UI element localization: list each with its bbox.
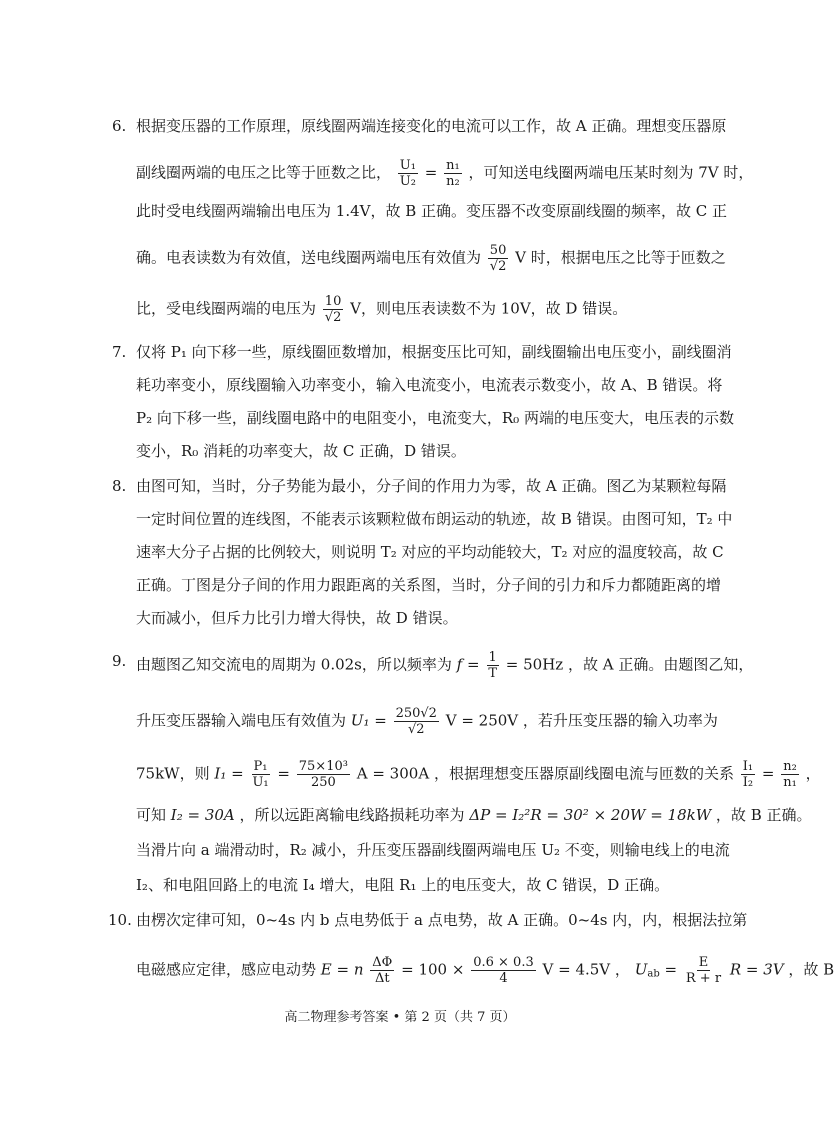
- turns-inverse-fraction: $\frac{\text{n₂}}{\text{n₁}}$: [783, 759, 797, 790]
- q9-line-2: 升压变压器输入端电压有效值为 U₁ = $\frac{250√2}{√2}$ V = 250V ，若升压变压器的输入功率为: [136, 706, 718, 737]
- q8-line-2: 一定时间位置的连线图，不能表示该颗粒做布朗运动的轨迹，故 B 错误。由图可知，T₂ 中: [136, 510, 733, 528]
- q6-number: 6.: [112, 117, 127, 135]
- i1-fraction-values: $\frac{\text{75×10³}}{250}$: [298, 759, 348, 790]
- q8-line-1: 由图可知，当时，分子势能为最小，分子间的作用力为零，故 A 正确。图乙为某颗粒每隔: [136, 477, 727, 495]
- i1-fraction-power: $\frac{\text{P₁}}{\text{U₁}}$: [252, 759, 269, 790]
- q7-line-2: 耗功率变小，原线圈输入功率变小，输入电流变小，电流表示数变小，故 A、B 错误。将: [136, 376, 723, 394]
- voltage-10-fraction: $\frac{10}{√2}$: [324, 294, 342, 325]
- u1-fraction: $\frac{250√2}{√2}$: [395, 706, 437, 737]
- uab-fraction: $\frac{E}{R + r}$: [685, 955, 722, 986]
- page-footer: 高二物理参考答案 • 第 2 页（共 7 页）: [284, 1010, 516, 1025]
- q10-line-1: 由楞次定律可知，0~4s 内 b 点电势低于 a 点电势，故 A 正确。0~4s 内，内，根据法拉第: [136, 911, 748, 929]
- voltage-ratio-fraction: $\frac{\text{U₁}}{\text{U₂}}$: [399, 158, 416, 189]
- q9-line-5: 当滑片向 a 端滑动时，R₂ 减小，升压变压器副线圈两端电压 U₂ 不变，则输电线上的电流: [136, 841, 730, 859]
- frequency-fraction: $\frac{1}{T}$: [488, 650, 497, 681]
- q7-number: 7.: [112, 343, 127, 361]
- emf-values-fraction: $\frac{0.6 \times 0.3}{4}$: [473, 955, 534, 986]
- flux-rate-fraction: $\frac{\Delta\Phi}{\Delta t}$: [372, 955, 393, 986]
- q8-line-4: 正确。丁图是分子间的作用力跟距离的关系图，当时，分子间的引力和斥力都随距离的增: [136, 576, 722, 594]
- turns-ratio-fraction: $\frac{\text{n₁}}{\text{n₂}}$: [446, 158, 460, 189]
- q9-line-6: I₂、和电阻回路上的电流 I₄ 增大，电阻 R₁ 上的电压变大，故 C 错误，D 正确。: [136, 876, 670, 894]
- q8-line-3: 速率大分子占据的比例较大，则说明 T₂ 对应的平均动能较大，T₂ 对应的温度较高，故 C: [136, 543, 724, 561]
- voltage-50-fraction: $\frac{50}{√2}$: [489, 243, 507, 274]
- q10-line-2: 电磁感应定律，感应电动势 E = n $\frac{\Delta\Phi}{\Delta t}$ = 100 × $\frac{0.6 \times 0.3}{4}$ V = 4.5V ， $U_{ab}$ = $\frac{E}{R + r}$ R = 3V ，故 B: [136, 955, 834, 986]
- q6-line-2: 副线圈两端的电压之比等于匝数之比， $\frac{\text{U₁}}{\text{U₂}}$ = $\frac{\text{n₁}}{\text{n₂}}$ ，可知送电线圈两端电压某时刻为 7V 时，: [136, 158, 754, 189]
- q9-line-3: 75kW，则 I₁ = $\frac{\text{P₁}}{\text{U₁}}$ = $\frac{\text{75×10³}}{250}$ A = 300A ，根据理想变压器原副线圈电流与匝数的关系 $\frac{\text{I₁}}{\text{I₂}}$ = $\frac{\text{n₂}}{\text{n₁}}$ ，: [136, 759, 821, 790]
- q7-line-3: P₂ 向下移一些，副线圈电路中的电阻变小，电流变大，R₀ 两端的电压变大，电压表的示数: [136, 409, 734, 427]
- q6-line-4: 确。电表读数为有效值，送电线圈两端电压有效值为 $\frac{50}{√2}$ V 时，根据电压之比等于匝数之: [136, 243, 726, 274]
- q7-line-1: 仅将 P₁ 向下移一些，原线圈匝数增加，根据变压比可知，副线圈输出电压变小，副线圈消: [136, 343, 732, 361]
- q6-line-3: 此时受电线圈两端输出电压为 1.4V，故 B 正确。变压器不改变原副线圈的频率，故 C 正: [136, 202, 728, 220]
- q9-line-4: 可知 I₂ = 30A ，所以远距离输电线路损耗功率为 ΔP = I₂²R = 30² × 20W = 18kW ，故 B 正确。: [136, 806, 812, 824]
- q7-line-4: 变小，R₀ 消耗的功率变大，故 C 正确，D 错误。: [136, 442, 466, 460]
- q8-line-5: 大而减小，但斥力比引力增大得快，故 D 错误。: [136, 609, 458, 627]
- q6-line-5: 比，受电线圈两端的电压为 $\frac{10}{√2}$ V，则电压表读数不为 10V，故 D 错误。: [136, 294, 628, 325]
- q6-line-1: 根据变压器的工作原理，原线圈两端连接变化的电流可以工作，故 A 正确。理想变压器原: [136, 117, 727, 135]
- current-ratio-fraction: $\frac{\text{I₁}}{\text{I₂}}$: [742, 759, 754, 790]
- q10-number: 10.: [108, 911, 132, 929]
- q9-line-1: 由题图乙知交流电的周期为 0.02s，所以频率为 f = $\frac{1}{T}$ = 50Hz ，故 A 正确。由题图乙知，: [136, 650, 754, 681]
- q8-number: 8.: [112, 477, 127, 495]
- q9-number: 9.: [112, 652, 127, 670]
